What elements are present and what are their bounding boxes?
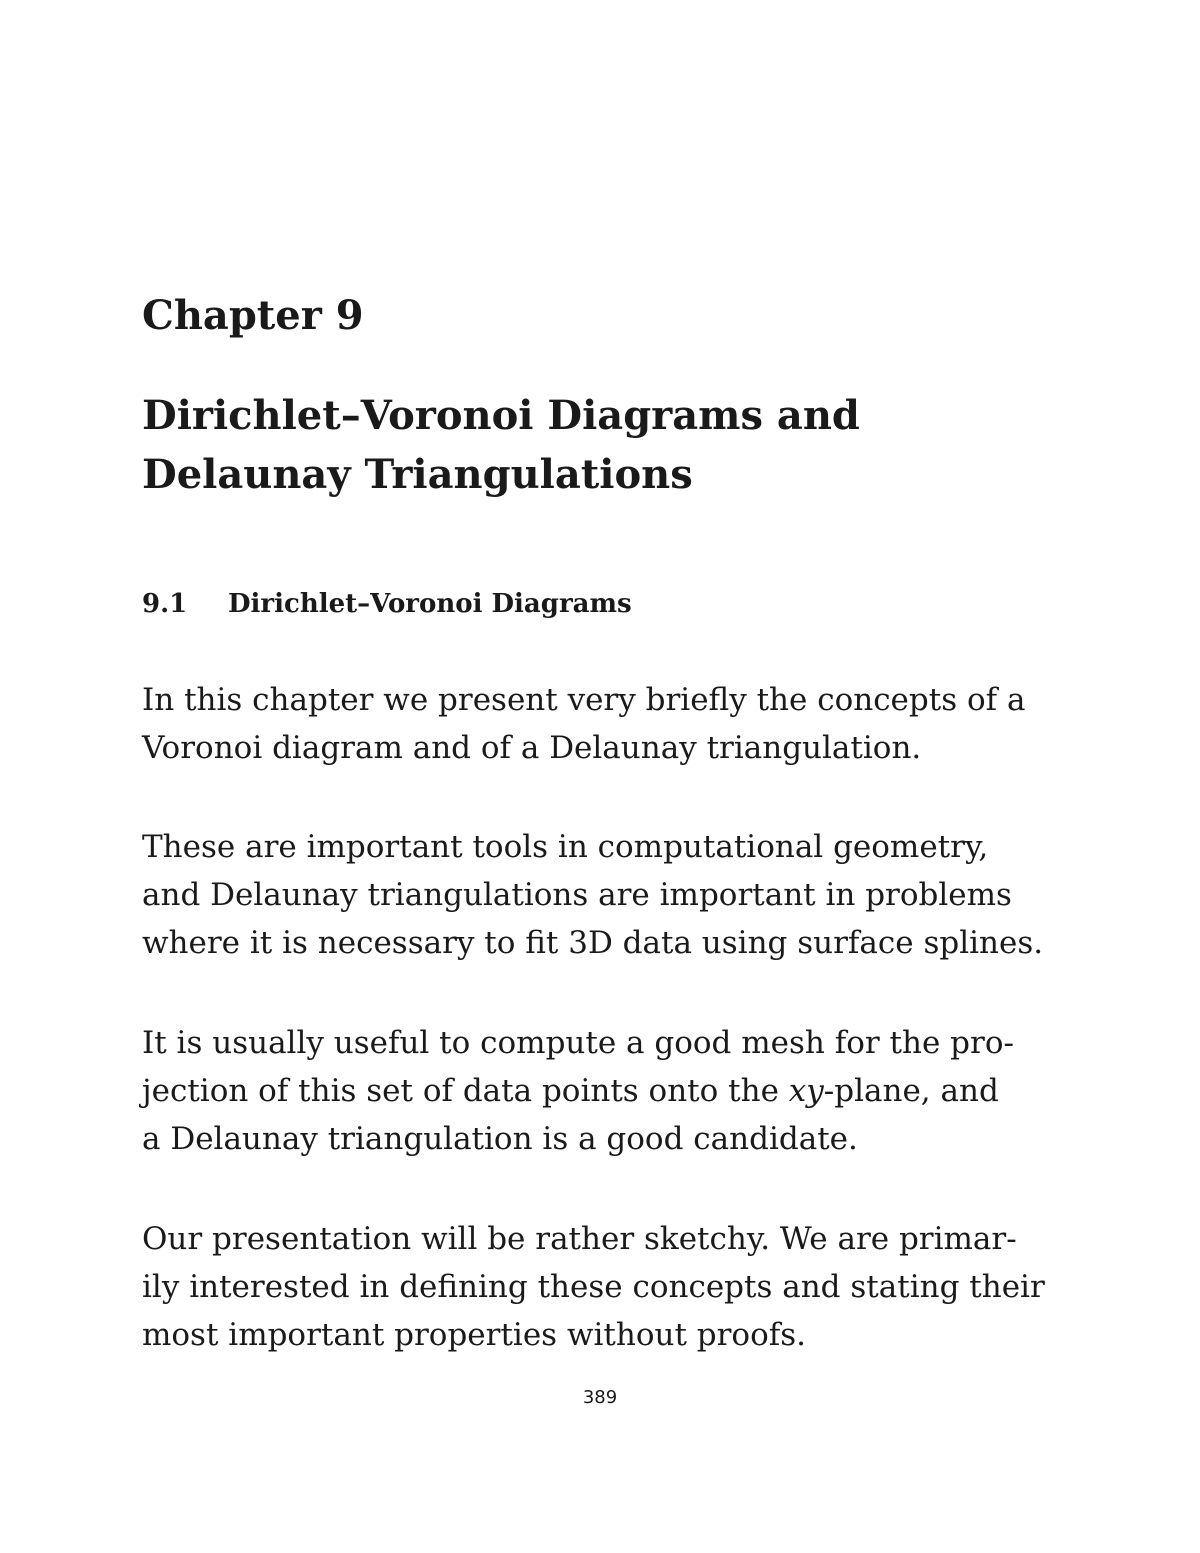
paragraph-line: These are important tools in computational geometry, <box>142 829 989 865</box>
chapter-label: Chapter 9 <box>142 292 364 339</box>
paragraph-line: and Delaunay triangulations are important in problems <box>142 877 1012 913</box>
chapter-title-line-1: Dirichlet–Voronoi Diagrams and <box>142 392 860 439</box>
paragraph-line: where it is necessary to fit 3D data using surface splines. <box>142 925 1044 961</box>
paragraph-text: -plane, and <box>823 1073 999 1109</box>
paragraph-line: ily interested in defining these concepts and stating their <box>142 1269 1045 1305</box>
paragraph-line: Our presentation will be rather sketchy. We are primar- <box>142 1221 1017 1257</box>
paragraph-2 <box>142 823 1062 967</box>
section-title: Dirichlet–Voronoi Diagrams <box>228 589 632 619</box>
paragraph-text: jection of this set of data points onto the <box>142 1073 789 1109</box>
section-number: 9.1 <box>142 589 188 619</box>
paragraph-line: most important properties without proofs. <box>142 1317 806 1353</box>
math-xy: xy <box>788 1073 824 1109</box>
paragraph-line: a Delaunay triangulation is a good candidate. <box>142 1121 858 1157</box>
paragraph-1 <box>142 676 1062 772</box>
page-number: 389 <box>582 1387 618 1408</box>
paragraph-line: Voronoi diagram and of a Delaunay triangulation. <box>142 730 922 766</box>
paragraph-4 <box>142 1215 1062 1359</box>
chapter-title-line-2: Delaunay Triangulations <box>142 451 693 498</box>
section-heading <box>142 585 632 623</box>
paragraph-line <box>142 1067 1062 1115</box>
paragraph-line: In this chapter we present very briefly the concepts of a <box>142 682 1026 718</box>
paragraph-3 <box>142 1019 1062 1163</box>
paragraph-line: It is usually useful to compute a good mesh for the pro- <box>142 1025 1014 1061</box>
chapter-title <box>142 386 860 504</box>
